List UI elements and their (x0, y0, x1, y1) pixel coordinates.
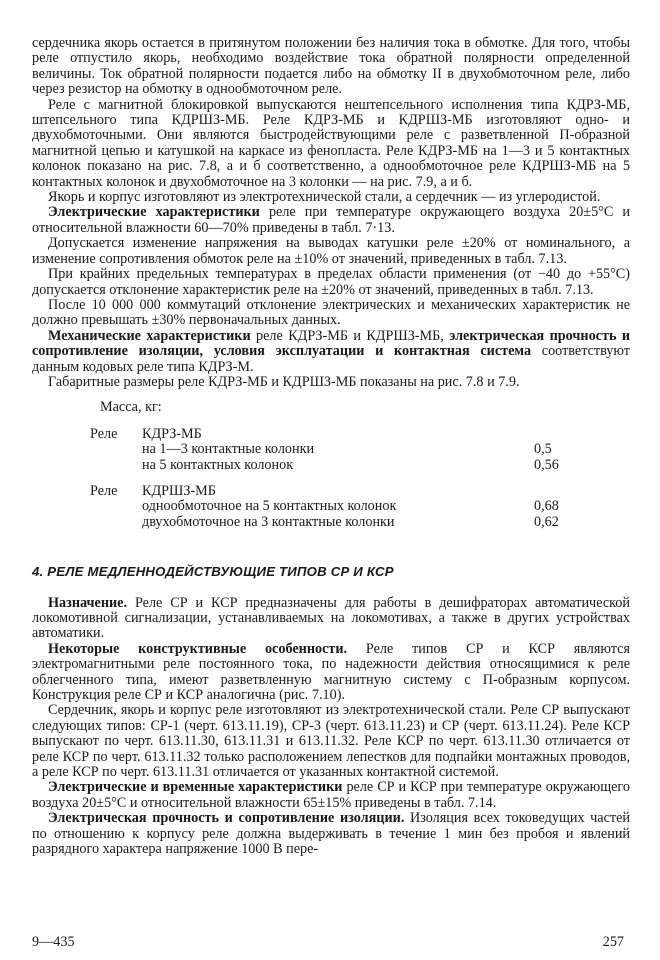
relay-type: КДРШЗ-МБ (142, 482, 216, 499)
run-in-heading: Назначение. (48, 594, 128, 611)
paragraph-voltage-tolerance: Допускается изменение напряжения на выводах катушки реле ±20% от номинального, а изменение сопротивления обмоток реле на ±10% от значений, приведенных в табл. 7.13. (32, 235, 630, 267)
paragraph-armature-release: сердечника якорь остается в притянутом положении без наличия тока в обмотке. Для того, чтобы реле отпустило якорь, необходимо воздействие тока обратной полярности определенной величины. Ток обратной полярности подается либо на обмотку II в двухобмоточном реле, либо через резистор на обмотку в однообмоточном реле. (32, 35, 630, 98)
paragraph-text: Изоляция всех токоведущих частей по отношению к корпусу реле должна выдерживать в течение 1 мин без пробоя и явлений разрядного характера напряжение 1000 В пере- (32, 810, 630, 858)
paragraph-design-features (32, 642, 630, 704)
mass-row (32, 499, 630, 514)
mass-row-label: на 1—3 контактные колонки (142, 441, 315, 458)
run-in-heading: Электрические и временные характеристики (48, 779, 343, 796)
mass-row-label: двухобмоточное на 3 контактные колонки (142, 513, 395, 530)
page-body (32, 36, 630, 858)
paragraph-text: Реле СР и КСР предназначены для работы в дешифраторах автоматической локомотивной сигнализации, устанавливаемых на локомотивах, а также в других устройствах автоматики. (32, 594, 630, 642)
paragraph-timing-characteristics (32, 780, 630, 811)
run-in-heading: электрическая прочность и сопротивление изоляции, условия эксплуатации и контактная система (32, 327, 630, 360)
relay-word: Реле (90, 425, 118, 442)
mass-group-kdrz (32, 427, 630, 473)
paragraph-magnetic-lock: Реле с магнитной блокировкой выпускаются нештепсельного исполнения типа КДРЗ-МБ, штепсельного типа КДРШЗ-МБ. Реле КДРЗ-МБ и КДРШЗ-МБ изготовляют одно- и двухобмоточными. Они являются быстродействующими реле с разветвленной П-образной магнитной цепью и катушкой на каркасе из фенопласта. Реле КДРЗ-МБ на 1—3 и 5 контактных колонок показано на рис. 7.8, а и б соответственно, а однообмоточное реле КДРШЗ-МБ на 5 контактных колонок и двухобмоточное на 3 колонки — на рис. 7.9, а и б. (32, 96, 630, 190)
run-in-heading: Некоторые конструктивные особенности. (48, 640, 348, 657)
mass-title: Масса, кг: (100, 399, 162, 416)
paragraph-text: Реле типов СР и КСР являются электромагнитными реле постоянного тока, по надежности действия относящимися к реле облегченного типа, имеют разветвленную магнитную систему с П-образным корпусом. Конструкция реле СР и КСР аналогична (рис. 7.10). (32, 640, 630, 704)
run-in-heading: Электрические характеристики (48, 204, 260, 221)
run-in-heading: Электрическая прочность и сопротивление изоляции. (48, 810, 405, 827)
mass-group-heading (32, 427, 630, 442)
mass-row-label: однообмоточное на 5 контактных колонок (142, 498, 397, 515)
paragraph-temperature-tolerance: При крайних предельных температурах в пределах области применения (от −40 до +55°С) допускается отклонение характеристик реле на ±20% от значений, приведенных в табл. 7.13. (32, 266, 630, 298)
paragraph-text: реле СР и КСР при температуре окружающего воздуха 20±5°С и относительной влажности 65±15% приведены в табл. 7.14. (32, 779, 630, 811)
mass-row-value: 0,5 (534, 441, 552, 458)
paragraph-commutations: После 10 000 000 коммутаций отклонение электрических и механических характеристик не должно превышать ±30% первоначальных данных. (32, 296, 630, 329)
mass-row (32, 442, 630, 457)
paragraph-text: реле КДРЗ-МБ и КДРШЗ-МБ, (250, 327, 450, 344)
page-footer (32, 935, 630, 950)
paragraph-insulation (32, 811, 630, 857)
paragraph-dimensions: Габаритные размеры реле КДРЗ-МБ и КДРШЗ-МБ показаны на рис. 7.8 и 7.9. (48, 373, 520, 390)
paragraph-core-types: Сердечник, якорь и корпус реле изготовляют из электротехнической стали. Реле СР выпускают следующих типов: СР-1 (черт. 613.11.19), СР-3 (черт. 613.11.23) и СР (черт. 613.11.24). Реле КСР выпускают по черт. 613.11.30, 613.11.31 и 613.11.32. Реле КСР по черт. 613.11.30 отличается от реле КСР по черт. 613.11.32 только расположением лепестков для подпайки монтажных проводов, а реле КСР по черт. 613.11.31 отличается от указанных контактной системой. (32, 702, 630, 781)
run-in-heading: Механические характеристики (48, 327, 251, 344)
paragraph-electrical-characteristics (32, 205, 630, 236)
page-number: 257 (602, 934, 624, 950)
relay-word: Реле (90, 482, 118, 499)
mass-row-value: 0,62 (534, 513, 559, 530)
paragraph-text: соответствуют данным кодовых реле типа КДРЗ-М. (32, 343, 630, 375)
paragraph-text: реле при температуре окружающего воздуха 20±5°С и относительной влажности 60—70% приведены в табл. 7·13. (32, 204, 630, 236)
mass-row-value: 0,56 (534, 456, 559, 473)
printer-signature: 9—435 (32, 934, 75, 950)
mass-group-heading (32, 484, 630, 499)
mass-row-value: 0,68 (534, 498, 559, 515)
mass-group-kdrshz (32, 484, 630, 530)
mass-row (32, 515, 630, 530)
mass-row-label: на 5 контактных колонок (142, 456, 294, 473)
mass-row (32, 458, 630, 473)
paragraph-mechanical (32, 329, 630, 375)
paragraph-materials: Якорь и корпус изготовляют из электротехнической стали, а сердечник — из углеродистой. (48, 189, 601, 206)
relay-type: КДРЗ-МБ (142, 425, 202, 442)
paragraph-purpose (32, 596, 630, 642)
section-title: 4. РЕЛЕ МЕДЛЕННОДЕЙСТВУЮЩИЕ ТИПОВ СР И КСР (32, 564, 394, 580)
